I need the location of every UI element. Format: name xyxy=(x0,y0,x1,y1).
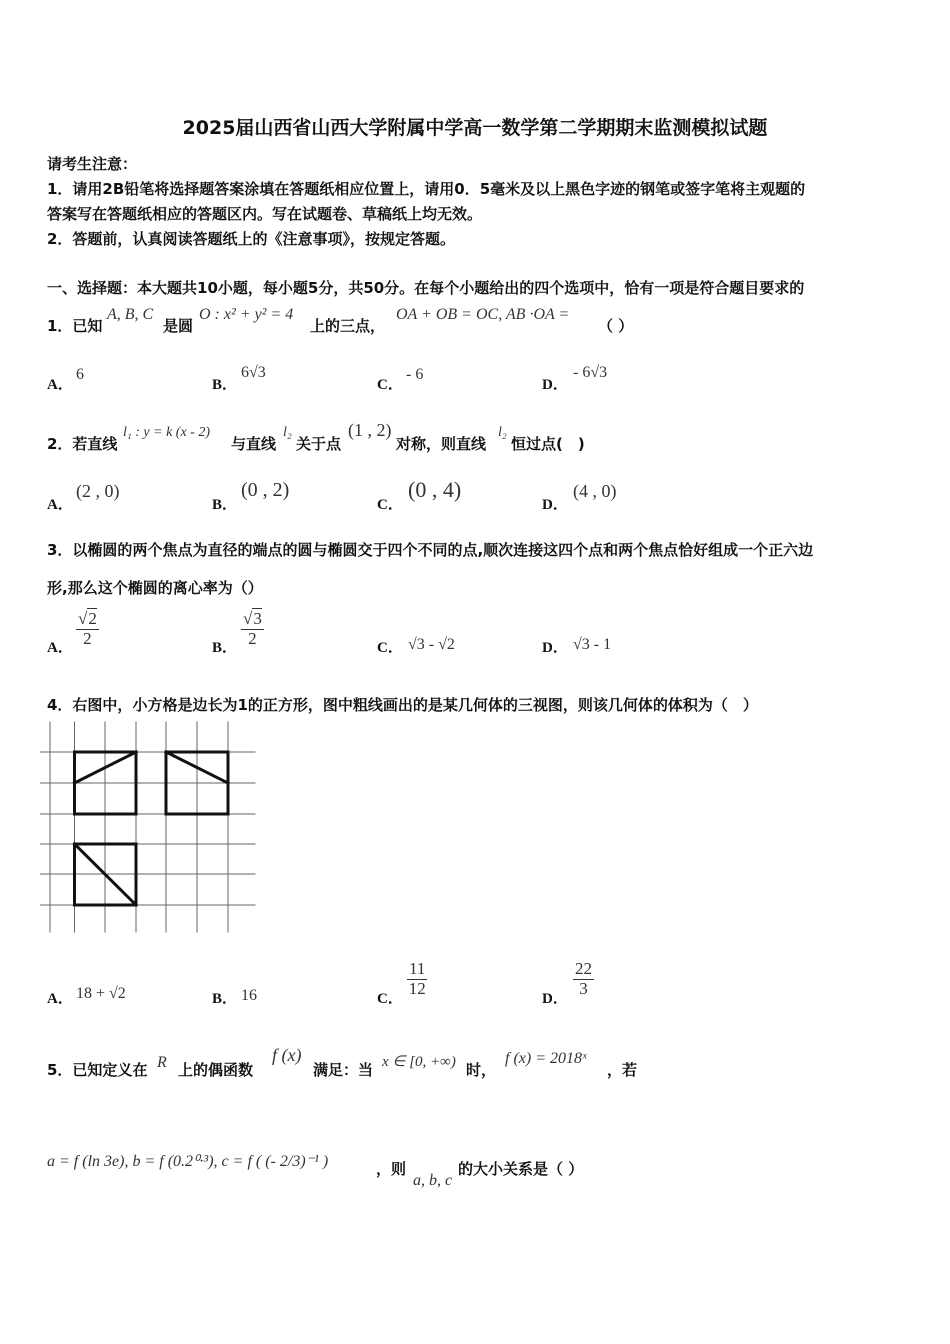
q1-option-b-value: 6√3 xyxy=(241,364,266,381)
q3-option-d-value: √3 - 1 xyxy=(573,636,612,653)
notice-line-1: 1．请用2B铅笔将选择题答案涂填在答题纸相应位置上，请用0．5毫米及以上黑色字迹的钢笔或签字笔将主观题的 xyxy=(47,180,806,198)
q3-line-1: 3．以椭圆的两个焦点为直径的端点的圆与椭圆交于四个不同的点,顺次连接这四个点和两个焦点恰好组成一个正六边 xyxy=(47,541,814,559)
q4-text: 4．右图中，小方格是边长为1的正方形，图中粗线画出的是某几何体的三视图，则该几何体的体积为（ ） xyxy=(47,696,758,714)
q3-option-a-fraction: $\frac{√2}{2}$ xyxy=(78,609,97,648)
q5-text-6: 的大小关系是（ ） xyxy=(458,1160,584,1178)
q2-option-d-label: D． xyxy=(542,497,568,513)
q3-option-a-label: A． xyxy=(47,640,73,656)
q1-text-1: 是圆 xyxy=(163,317,194,335)
q5-text-4: ，若 xyxy=(607,1061,638,1079)
q3-option-b-den: 2 xyxy=(248,628,257,648)
notice-heading: 请考生注意： xyxy=(47,155,138,173)
q2-text-2: 关于点 xyxy=(296,435,342,453)
q4-option-a-label: A． xyxy=(47,991,73,1007)
q1-option-d-label: D． xyxy=(542,377,568,393)
q5-text-1: 上的偶函数 xyxy=(178,1061,254,1079)
q5-text-5: ，则 xyxy=(376,1160,407,1178)
notice-line-2: 2．答题前，认真阅读答题纸上的《注意事项》，按规定答题。 xyxy=(47,230,455,248)
q2-line-l2-b: l₂ xyxy=(498,425,507,440)
q3-line-2: 形,那么这个椭圆的离心率为（） xyxy=(47,579,263,597)
q2-line-l2: l₂ xyxy=(283,425,292,440)
q1-option-c-value: - 6 xyxy=(406,366,424,383)
q4-option-b-label: B． xyxy=(212,991,238,1007)
q1-option-c-label: C． xyxy=(377,377,403,393)
q5-f: f (x) xyxy=(272,1045,302,1065)
q4-option-d-label: D． xyxy=(542,991,568,1007)
q5-text-3: 时， xyxy=(466,1061,497,1079)
q1-lead: 1．已知 xyxy=(47,317,103,335)
q1-option-d-value: - 6√3 xyxy=(573,364,608,381)
q3-option-b-label: B． xyxy=(212,640,238,656)
q5-fdef: f (x) = 2018ˣ xyxy=(505,1050,587,1067)
q2-option-b-value: (0 , 2) xyxy=(241,479,290,501)
q3-option-a-num: 2 xyxy=(88,609,97,628)
q3-option-c-value: √3 - √2 xyxy=(408,636,455,653)
q4-option-d-fraction xyxy=(573,960,594,998)
q4-option-c-num: 11 xyxy=(409,959,426,978)
q4-option-c-fraction xyxy=(407,960,427,998)
q2-option-a-label: A． xyxy=(47,497,73,513)
bold-views xyxy=(75,752,229,905)
q5-abc-definitions: a = f (ln 3e), b = f (0.2⁰·³), c = f ( (- 2/3)⁻¹ ) xyxy=(47,1153,329,1170)
page-title: 2025届山西省山西大学附属中学高一数学第二学期期末监测模拟试题 xyxy=(182,117,768,139)
q4-option-d-num: 22 xyxy=(575,959,592,978)
q4-option-b-value: 16 xyxy=(241,987,257,1004)
q5-abc: a, b, c xyxy=(413,1172,453,1189)
q2-text-3: 对称，则直线 xyxy=(396,435,487,453)
q3-option-b-fraction: $\frac{√3}{2}$ xyxy=(243,609,262,648)
q2-option-c-label: C． xyxy=(377,497,403,513)
q5-R: R xyxy=(157,1054,167,1071)
q1-option-b-label: B． xyxy=(212,377,238,393)
q3-option-c-label: C． xyxy=(377,640,403,656)
q4-option-c-label: C． xyxy=(377,991,403,1007)
q3-option-b-num: 3 xyxy=(253,609,262,628)
q2-lead: 2．若直线 xyxy=(47,435,118,453)
q1-option-a-label: A． xyxy=(47,377,73,393)
q1-text-2: 上的三点， xyxy=(310,317,386,335)
q1-circle: O : x² + y² = 4 xyxy=(199,306,294,323)
q4-option-a-value: 18 + √2 xyxy=(76,985,126,1002)
q5-text-2: 满足：当 xyxy=(313,1061,374,1079)
q2-text-4: 恒过点( ) xyxy=(511,435,585,453)
q1-blank: （ ） xyxy=(598,317,634,335)
section-heading: 一、选择题：本大题共10小题，每小题5分，共50分。在每个小题给出的四个选项中，恰有一项是符合题目要求的 xyxy=(47,279,805,297)
notice-line-1b: 答案写在答题纸相应的答题区内。写在试题卷、草稿纸上均无效。 xyxy=(47,205,483,223)
q3-option-a-den: 2 xyxy=(83,628,92,648)
q3-option-d-label: D． xyxy=(542,640,568,656)
q1-option-a-value: 6 xyxy=(76,366,84,383)
q2-option-b-label: B． xyxy=(212,497,238,513)
q5-domain: x ∈ [0, +∞) xyxy=(382,1054,456,1070)
q2-option-d-value: (4 , 0) xyxy=(573,481,617,501)
q4-option-d-den: 3 xyxy=(579,978,588,998)
q2-option-c-value: (0 , 4) xyxy=(408,477,462,502)
q1-points: A, B, C xyxy=(107,306,154,323)
q2-option-a-value: (2 , 0) xyxy=(76,481,120,501)
q2-point: (1 , 2) xyxy=(348,420,392,440)
q2-line-l1: l₁ : y = k (x - 2) xyxy=(123,425,210,440)
q5-lead: 5．已知定义在 xyxy=(47,1061,148,1079)
three-view-figure xyxy=(40,720,270,940)
q4-option-c-den: 12 xyxy=(408,978,426,998)
q1-condition: OA + OB = OC, AB ·OA = xyxy=(396,306,570,323)
q2-text-1: 与直线 xyxy=(231,435,277,453)
